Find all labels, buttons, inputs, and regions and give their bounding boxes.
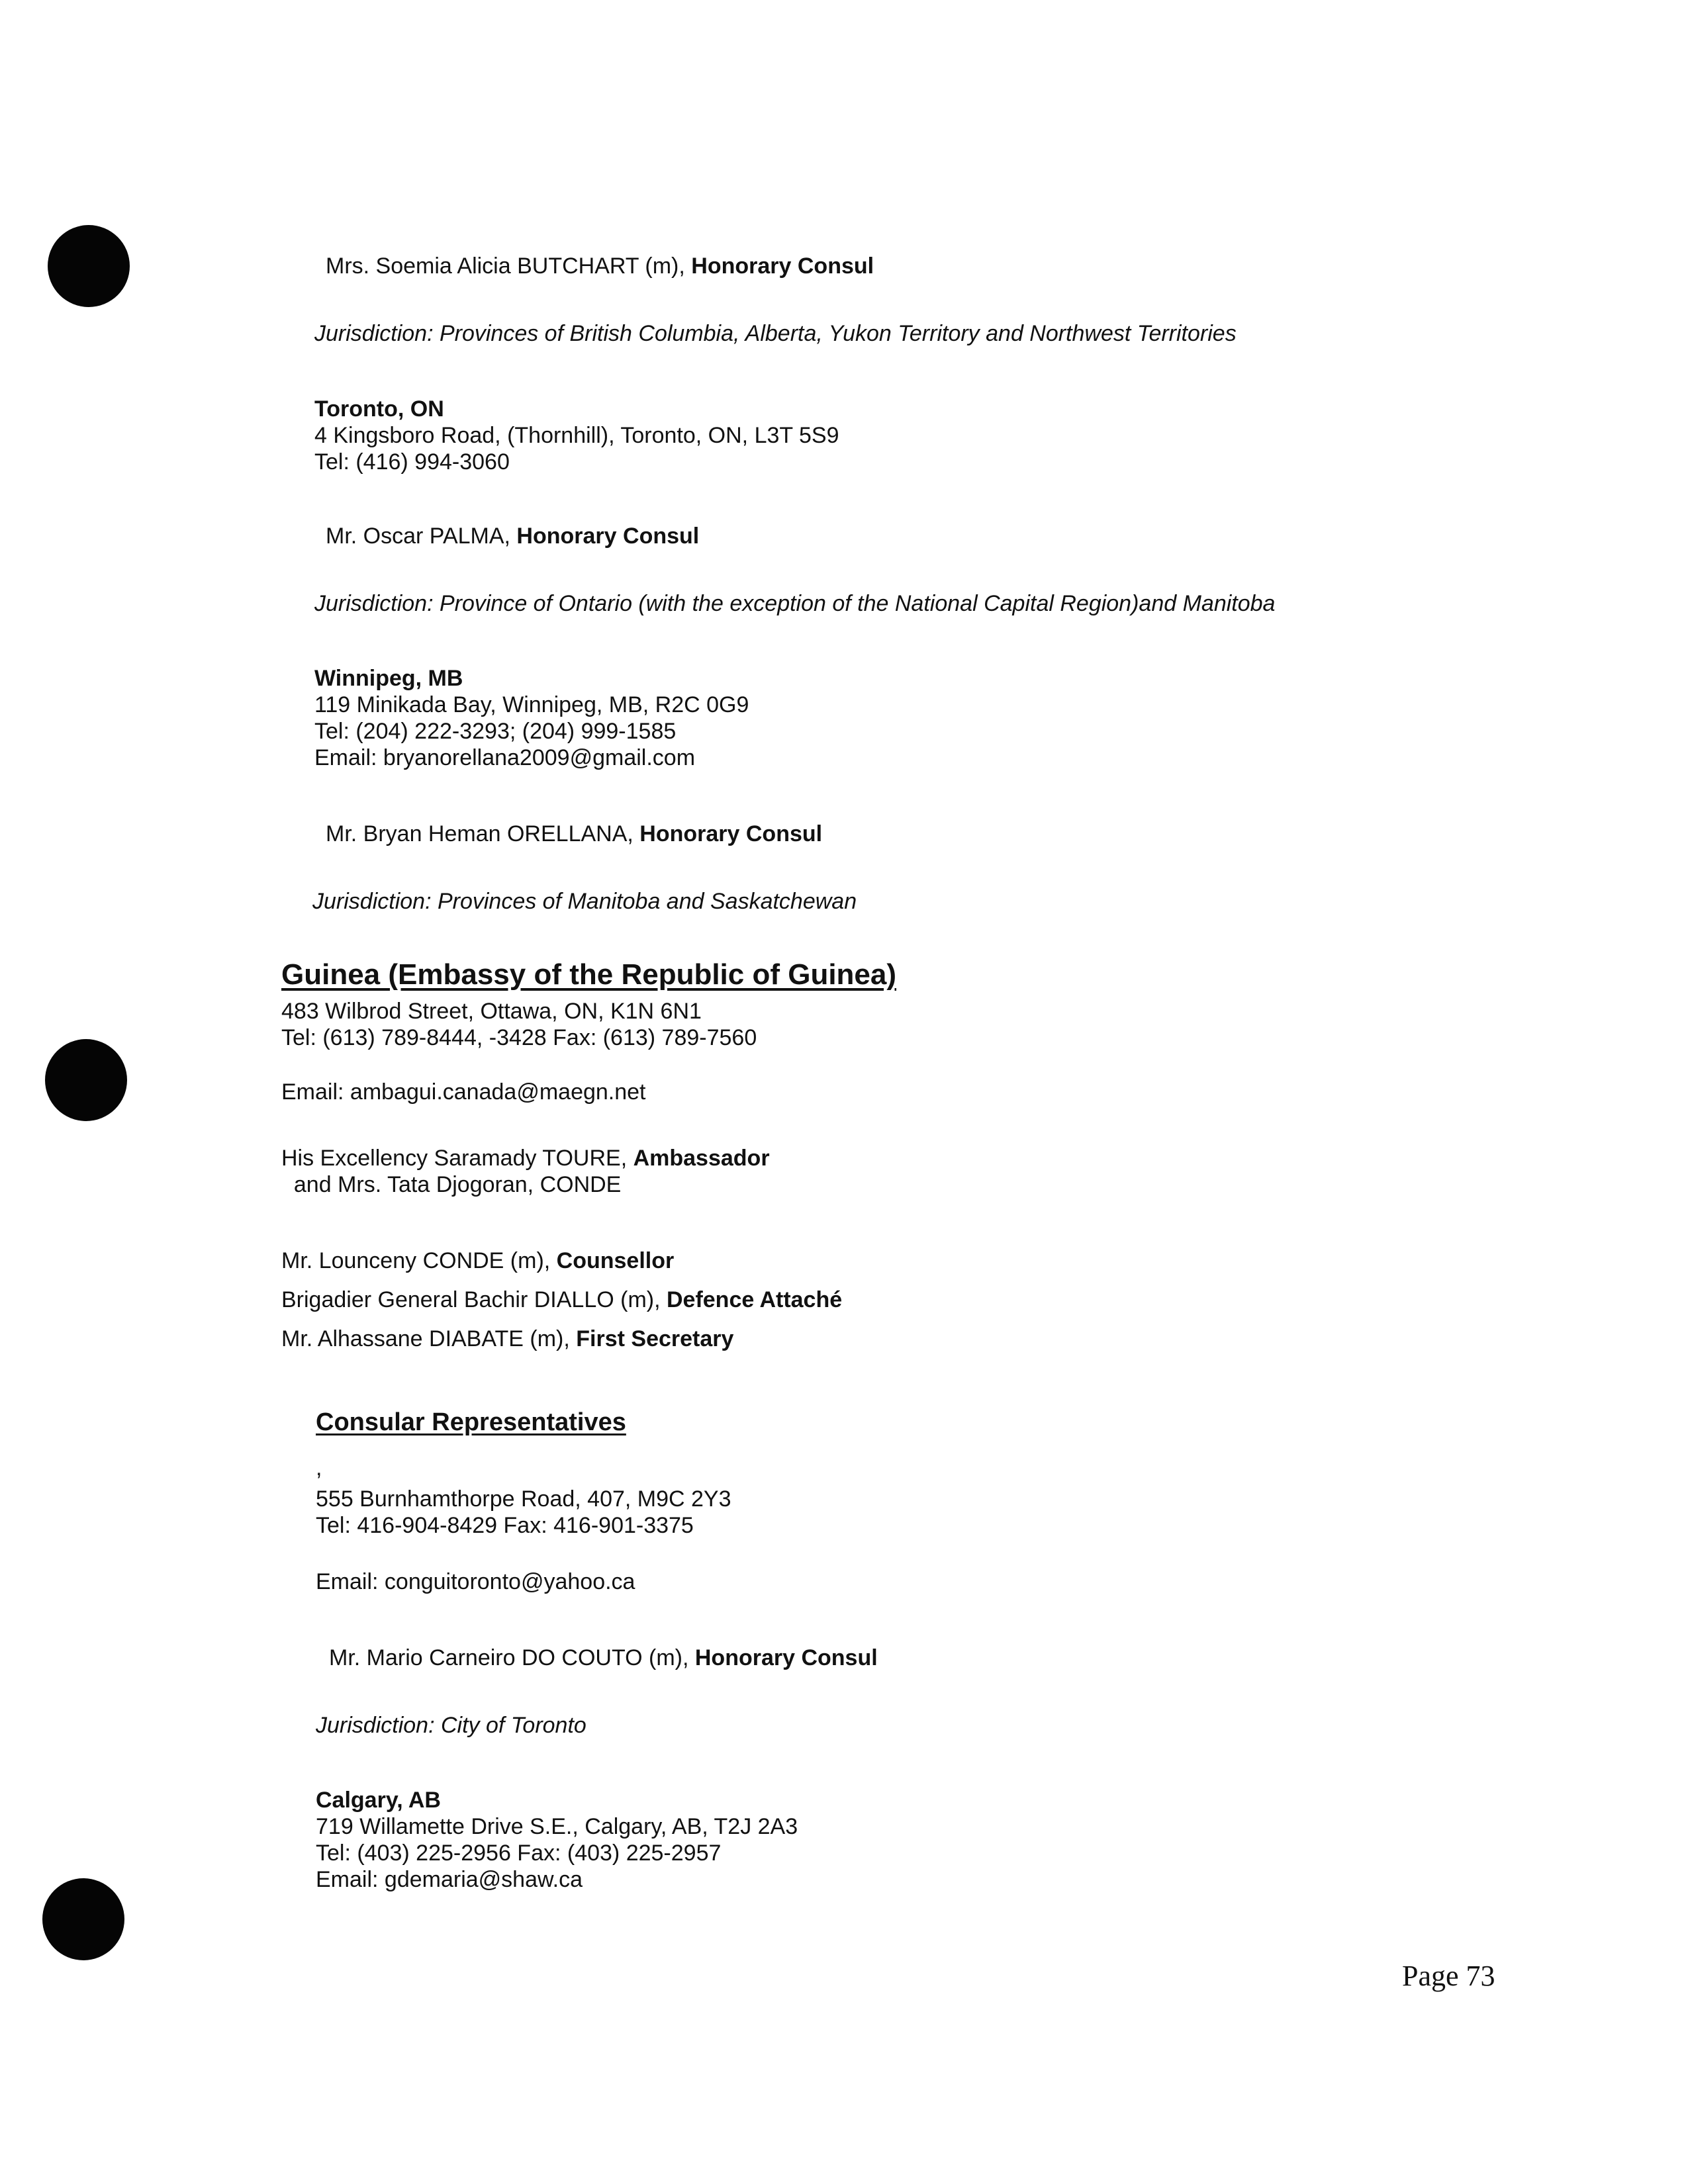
binder-hole-bottom [42,1878,124,1960]
entry-docouto [329,1645,878,1671]
embassy-email [281,1079,646,1105]
italic-text: Jurisdiction: Provinces of British Columbia, Alberta, Yukon Territory and Northwest Territories [314,321,1237,346]
text-line [316,1486,731,1512]
text-line [316,1866,798,1893]
text-line [314,718,749,745]
plain-text: Email: bryanorellana2009@gmail.com [314,745,696,770]
text-line [314,745,749,771]
plain-text: Brigadier General Bachir DIALLO (m), [281,1287,667,1312]
bold-text: Ambassador [633,1146,770,1171]
text-line [314,692,749,718]
plain-text: Email: gdemaria@shaw.ca [316,1867,583,1892]
binder-hole-middle [45,1039,127,1121]
embassy-address [281,998,757,1051]
bold-text: Toronto, ON [314,396,444,422]
jurisdiction-butchart [314,320,1237,347]
text-line [316,1455,322,1481]
plain-text: 119 Minikada Bay, Winnipeg, MB, R2C 0G9 [314,692,749,717]
text-line [316,1813,798,1840]
text-line [314,422,839,449]
plain-text: Tel: (204) 222-3293; (204) 999-1585 [314,719,677,744]
text-line [312,888,857,915]
text-line [281,1079,646,1105]
bold-text: Counsellor [556,1248,675,1273]
plain-text: Tel: (403) 225-2956 Fax: (403) 225-2957 [316,1841,722,1866]
jurisdiction-docouto [316,1712,586,1739]
plain-text: 4 Kingsboro Road, (Thornhill), Toronto, ON, L3T 5S9 [314,423,839,448]
text-line [314,449,839,475]
plain-text: 719 Willamette Drive S.E., Calgary, AB, T2J 2A3 [316,1814,798,1839]
heading-guinea: Guinea (Embassy of the Republic of Guinea) [281,958,897,991]
entry-diabate [281,1326,733,1352]
office-winnipeg [314,665,749,771]
bold-text: Honorary Consul [639,821,823,846]
plain-text: Mr. Oscar PALMA, [326,523,517,549]
text-line [281,1287,842,1313]
page-number: Page 73 [1402,1960,1495,1992]
italic-text: Jurisdiction: Provinces of Manitoba and Saskatchewan [312,889,857,914]
plain-text: Tel: 416-904-8429 Fax: 416-901-3375 [316,1513,694,1538]
bold-text: Honorary Consul [694,1645,878,1670]
text-line [316,1840,798,1866]
heading-consular-representatives: Consular Representatives [316,1408,626,1436]
text-line [316,1512,731,1539]
plain-text: 483 Wilbrod Street, Ottawa, ON, K1N 6N1 [281,999,702,1024]
text-line [314,665,749,692]
plain-text: Mrs. Soemia Alicia BUTCHART (m), [326,253,692,279]
bold-text: Honorary Consul [516,523,700,549]
office-calgary [316,1787,798,1893]
plain-text: Mr. Lounceny CONDE (m), [281,1248,557,1273]
plain-text: 555 Burnhamthorpe Road, 407, M9C 2Y3 [316,1486,731,1512]
italic-text: Jurisdiction: City of Toronto [316,1713,586,1738]
entry-palma [326,523,699,549]
text-line [326,253,874,279]
plain-text: Email: conguitoronto@yahoo.ca [316,1569,635,1594]
text-line [281,998,757,1024]
text-line [316,1712,586,1739]
text-line [281,1248,674,1274]
entry-orellana [326,821,822,847]
bold-text: First Secretary [576,1326,734,1351]
text-line [316,1569,635,1595]
italic-text: Jurisdiction: Province of Ontario (with the exception of the National Capital Region)and Manitoba [314,591,1276,616]
plain-text: His Excellency Saramady TOURE, [281,1146,633,1171]
consular-comma [316,1455,322,1481]
office-toronto [314,396,839,475]
text-line [326,821,822,847]
text-line [316,1787,798,1813]
bold-text: Calgary, AB [316,1788,441,1813]
text-line [326,523,699,549]
entry-diallo [281,1287,842,1313]
entry-ambassador [281,1145,770,1198]
text-line [281,1024,757,1051]
consular-email [316,1569,635,1595]
plain-text: Mr. Bryan Heman ORELLANA, [326,821,640,846]
plain-text: Tel: (613) 789-8444, -3428 Fax: (613) 789-7560 [281,1025,757,1050]
plain-text: Email: ambagui.canada@maegn.net [281,1079,646,1105]
text-line [314,396,839,422]
text-line [281,1326,733,1352]
plain-text: Mr. Alhassane DIABATE (m), [281,1326,577,1351]
consular-address [316,1486,731,1539]
text-line [281,1145,770,1171]
text-line [314,320,1237,347]
jurisdiction-palma [314,590,1275,617]
plain-text: , [316,1455,322,1480]
text-line [329,1645,878,1671]
entry-butchart [326,253,874,279]
binder-hole-top [48,225,130,307]
jurisdiction-orellana [312,888,857,915]
plain-text: and Mrs. Tata Djogoran, CONDE [281,1172,622,1197]
bold-text: Defence Attaché [666,1287,843,1312]
entry-conde [281,1248,674,1274]
bold-text: Winnipeg, MB [314,666,463,691]
text-line [281,1171,770,1198]
plain-text: Tel: (416) 994-3060 [314,449,510,475]
text-line [314,590,1275,617]
bold-text: Honorary Consul [691,253,874,279]
plain-text: Mr. Mario Carneiro DO COUTO (m), [329,1645,695,1670]
